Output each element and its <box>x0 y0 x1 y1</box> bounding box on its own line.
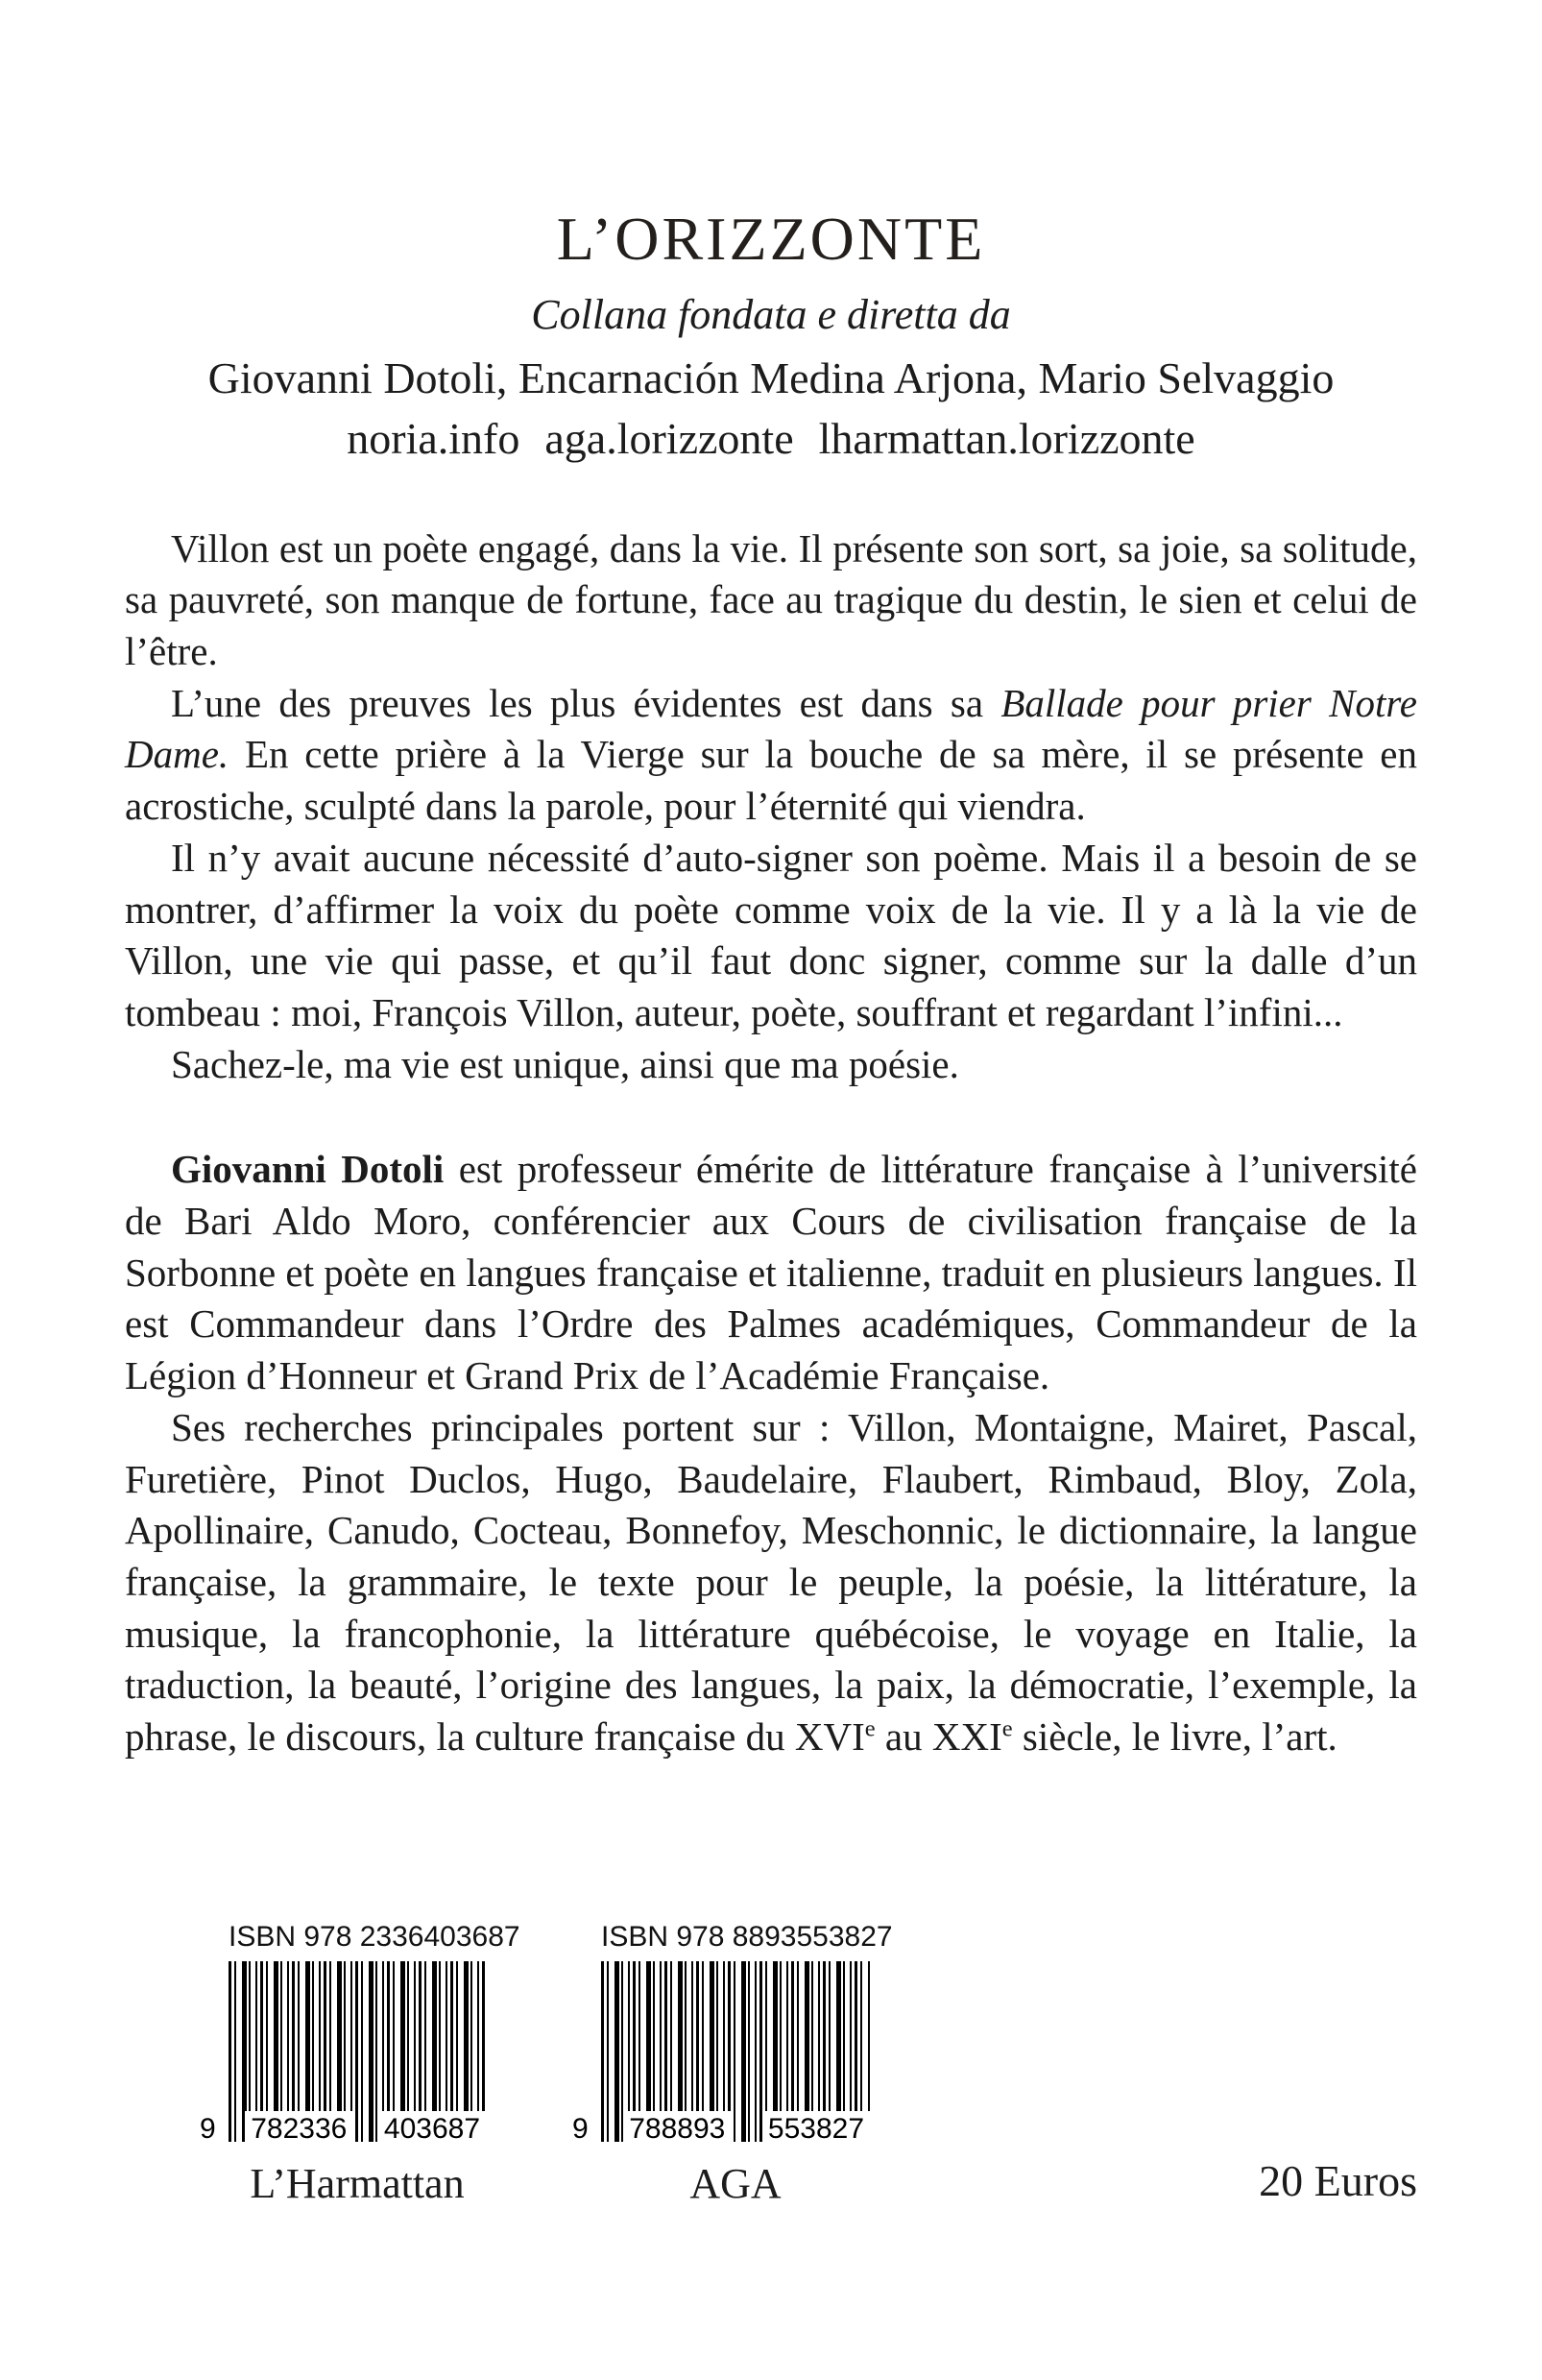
series-title: L’ORIZZONTE <box>556 205 986 273</box>
barcode-block-aga <box>572 1921 893 2208</box>
blurb-p2-pre: L’une des preuves les plus évidentes est dans sa <box>171 680 1001 725</box>
bio-p2-sup-2: e <box>1001 1715 1013 1742</box>
author-bio <box>125 1144 1417 1762</box>
bio-p2-mid: au XXI <box>875 1714 1002 1760</box>
blurb-paragraph-1: Villon est un poète engagé, dans la vie. Il présente son sort, sa joie, sa solitude, sa pauvreté, son manque de fortune, face au tragique du destin, le sien et celui de l’être. <box>125 525 1417 673</box>
barcode-block-lharmattan <box>200 1921 520 2208</box>
back-cover-blurb <box>125 523 1417 1091</box>
barcode-digits-lharmattan <box>200 2111 486 2146</box>
barcode-digit-group: 9 <box>200 2113 216 2145</box>
barcode-digit-group: 403687 <box>378 2111 486 2146</box>
barcode-digit-group: 9 <box>572 2113 589 2145</box>
blurb-paragraph-4: Sachez-le, ma vie est unique, ainsi que ma poésie. <box>171 1041 959 1086</box>
price-label: 20 Euros <box>1259 2156 1417 2205</box>
blurb-p2-post: En cette prière à la Vierge sur la bouche de sa mère, il se présente en acrostiche, sculpté dans la parole, pour l’éternité qui viendra. <box>125 732 1417 829</box>
publisher-name-lharmattan: L’Harmattan <box>250 2160 465 2207</box>
barcode-digits-aga <box>572 2111 870 2146</box>
bio-paragraph-1 <box>125 1144 1417 1402</box>
barcode-digit-group: 788893 <box>623 2111 731 2146</box>
barcode-digit-group: 782336 <box>245 2111 352 2146</box>
bio-p2-main: Ses recherches principales portent sur : Villon, Montaigne, Mairet, Pascal, Furetière, Pinot Duclos, Hugo, Baudelaire, Flaubert, Rimbaud, Bloy, Zola, Apollinaire, Canudo, Cocteau, Bonnefoy, Meschonnic, le dictionnaire, la langue française, la grammaire, le texte pour le peuple, la poésie, la littérature, la musique, la francophonie, la littérature québécoise, le voyage en Italie, la traduction, la beauté, l’origine des langues, la paix, la démocratie, l’exemple, la phrase, le discours, la culture française du XVI <box>125 1404 1417 1760</box>
series-editors: Giovanni Dotoli, Encarnación Medina Arjona, Mario Selvaggio <box>207 352 1335 402</box>
bio-p2-sup-1: e <box>864 1715 876 1742</box>
isbn-label-lharmattan: ISBN 978 2336403687 <box>229 1921 520 1953</box>
blurb-paragraph-2 <box>125 678 1417 833</box>
barcode-digit-group: 553827 <box>762 2111 870 2146</box>
link-lharmattan: lharmattan.lorizzonte <box>818 413 1195 463</box>
blurb-paragraph-3: Il n’y avait aucune nécessité d’auto-signer son poème. Mais il a besoin de se montrer, d’affirmer la voix du poète comme voix de la vie. Il y a là la vie de Villon, une vie qui passe, et qu’il faut donc signer, comme sur la dalle d’un tombeau : moi, François Villon, auteur, poète, souffrant et regardant l’infini... <box>125 835 1417 1034</box>
isbn-label-aga: ISBN 978 8893553827 <box>601 1921 893 1953</box>
cover-header <box>0 0 1542 464</box>
author-name: Giovanni Dotoli <box>171 1147 445 1192</box>
publisher-name-aga: AGA <box>689 2160 782 2207</box>
series-links <box>0 413 1542 464</box>
link-noria: noria.info <box>347 413 520 463</box>
bio-p2-end: siècle, le livre, l’art. <box>1012 1714 1337 1760</box>
imprint-row <box>125 1921 1417 2208</box>
blurb-p2-title-italic: Ballade pour prier Notre Dame. <box>125 680 1417 777</box>
bio-p1-rest: est professeur émérite de littérature française à l’université de Bari Aldo Moro, conférencier aux Cours de civilisation française de la Sorbonne et poète en langues française et italienne, traduit en plusieurs langues. Il est Commandeur dans l’Ordre des Palmes académiques, Commandeur de la Légion d’Honneur et Grand Prix de l’Académie Française. <box>125 1147 1417 1398</box>
bio-paragraph-2 <box>125 1402 1417 1763</box>
series-subtitle: Collana fondata e diretta da <box>531 290 1011 338</box>
link-aga: aga.lorizzonte <box>544 413 794 463</box>
